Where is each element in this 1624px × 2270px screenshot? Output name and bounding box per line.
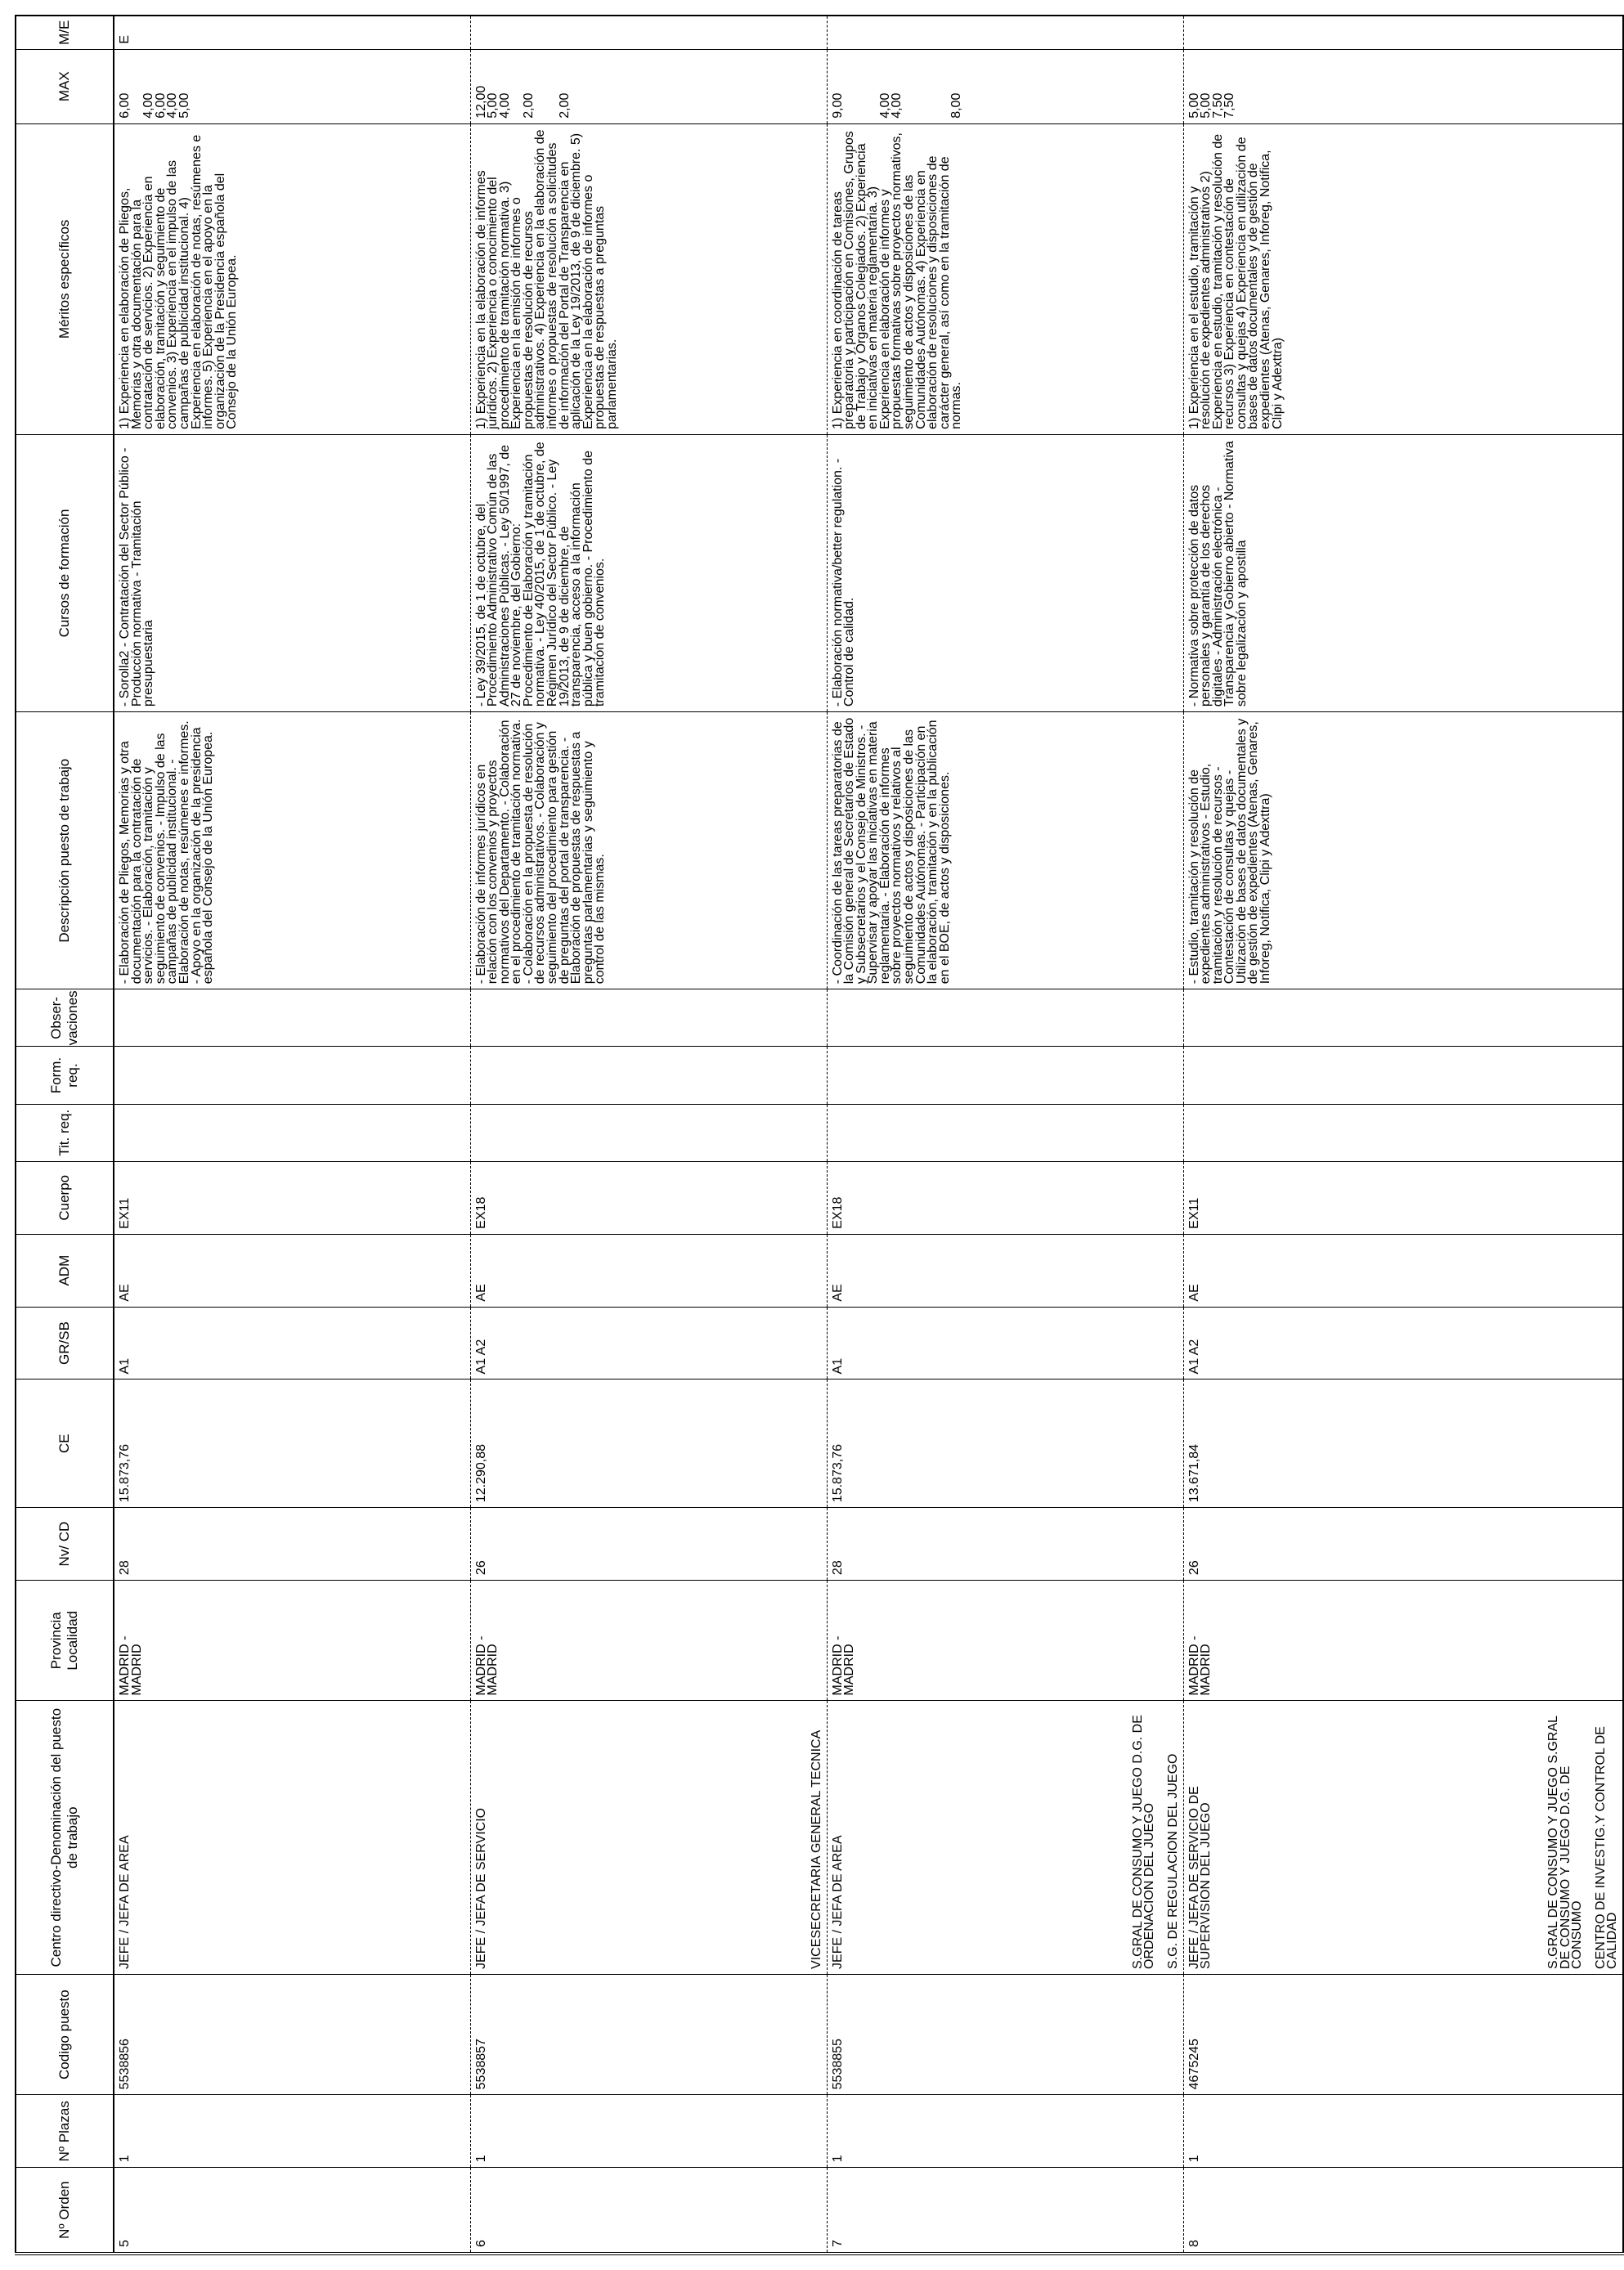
max-value: 6,00 [153,92,168,119]
header-codigo: Codigo puesto [16,1974,114,2094]
max-value [927,55,940,119]
header-meritos: Méritos específicos [16,123,114,434]
max-value: 4,00 [141,92,156,119]
cell-max [114,49,470,123]
cell-tit [114,1104,470,1161]
cell-ce: 15.873,76 [114,1379,470,1508]
cell-descripcion: - Elaboración de Pliegos, Memorias y otra documentación para la contratación de servicios. - Elaboración, tramitación y seguimiento de convenios. - Impulso de las campañas de publicidad institucional. - Elaboración de notas, resúmenes e informes. - Apoyo en la organización de la presidencia española del Consejo de la Unión Europea. [114,712,470,989]
cell-form [827,1047,1183,1104]
header-orden: Nº Orden [16,2168,114,2254]
header-cursos: Cursos de formación [16,434,114,711]
max-value [904,55,916,119]
max-value [535,55,547,119]
cell-descripcion: - Estudio, tramitación y resolución de expedientes administrativos - Estudio, tramitación y resolución de recursos - Contestación de consultas y quejas - Utilización de bases de datos documentales y de gestión de expedientes (Atenas, Genares, Inforeg, Notifica, Clipi y Adexttra) [1183,712,1623,989]
cell-nivel: 26 [470,1508,827,1581]
max-value: 9,00 [830,92,845,119]
max-value: 5,00 [1199,92,1214,119]
cell-orden: 7 [827,2168,1183,2254]
header-form: Form. req. [16,1047,114,1104]
cell-tit [827,1104,1183,1161]
table-row [1183,16,1623,2254]
cell-codigo: 5538855 [827,1974,1183,2094]
header-me: M/E [16,16,114,49]
cell-orden: 5 [114,2168,470,2254]
cell-nivel: 28 [827,1508,1183,1581]
cell-puesto: JEFE / JEFA DE AREA [118,1835,132,1969]
cell-form [114,1047,470,1104]
max-value: 5,00 [486,92,500,119]
header-obs: Obser- vaciones [16,989,114,1047]
header-cuerpo: Cuerpo [16,1161,114,1234]
max-value: 4,00 [877,92,892,119]
cell-me [1183,16,1623,49]
cell-adm: AE [470,1234,827,1307]
cell-puesto: JEFE / JEFA DE AREA [830,1835,845,1969]
cell-centro [470,1701,827,1975]
cell-cuerpo: EX11 [1183,1161,1623,1234]
max-value: 2,00 [521,92,536,119]
centro-org: S.GRAL DE CONSUMO Y JUEGO S.GRAL DE CONSUMO Y JUEGO D.G. DE CONSUMO [1546,1716,1585,1969]
cell-provincia: MADRID - MADRID [1183,1581,1623,1701]
cell-cursos: - Ley 39/2015, de 1 de octubre, del Procedimiento Administrativo Común de las Administraciones Públicas. - Ley 50/1997, de 27 de noviembre, del Gobierno: Procedimiento de Elaboración y tramitación normativa. - Ley 40/2015, de 1 de octubre, de Régimen Jurídico del Sector Público. - Ley 19/2013, de 9 de diciembre, de transparencia, acceso a la información pública y buen gobierno. - Procedimiento de tramitación de convenios. [470,434,827,711]
table-row [114,16,470,2254]
cell-max [827,49,1183,123]
cell-max [470,49,827,123]
header-descripcion: Descripción puesto de trabajo [16,712,114,989]
cell-max [1183,49,1623,123]
cell-grsb: A1 A2 [470,1307,827,1379]
table-row [470,16,827,2254]
cell-obs [114,989,470,1047]
header-provincia: Provincia Localidad [16,1581,114,1701]
max-value: 12,00 [473,85,488,119]
cell-puesto: JEFE / JEFA DE SERVICIO [473,1807,488,1969]
cell-adm: AE [1183,1234,1623,1307]
centro-org: S.G. DE REGULACION DEL JUEGO [1165,1753,1180,1969]
cell-centro [114,1701,470,1975]
cell-tit [470,1104,827,1161]
max-value: 7,50 [1210,92,1225,119]
cell-meritos: 1) Experiencia en coordinación de tareas preparatoria y participación en Comisiones, Grupos de Trabajo y Órganos Colegiados. 2) Experiencia en iniciativas en materia reglamentaria. 3) Experiencia en elaboración de informes y propuestas formativas sobre proyectos normativos, seguimiento de actos y disposiciones de las Comunidades Autónomas. 4) Experiencia en elaboración de resoluciones y disposiciones de carácter general, así como en la tramitación de normas. [827,123,1183,434]
cell-obs [470,989,827,1047]
cell-cuerpo: EX11 [114,1161,470,1234]
cell-codigo: 5538856 [114,1974,470,2094]
max-value [856,55,868,119]
max-value: 8,00 [949,92,964,119]
cell-meritos: 1) Experiencia en elaboración de Pliegos, Memorias y otra documentación para la contratación de servicios. 2) Experiencia en elaboración, tramitación y seguimiento de convenios. 3) Experiencia en el impulso de las campañas de publicidad institucional. 4) Experiencia en elaboración de notas, resúmenes e informes. 5) Experiencia en el apoyo en la organización de la Presidencia española del Consejo de la Unión Europea. [114,123,470,434]
max-value: 6,00 [118,92,132,119]
positions-table [15,15,1624,2255]
cell-me [827,16,1183,49]
max-value: 4,00 [890,92,904,119]
cell-cursos: - Elaboración normativa/better regulation. - Control de calidad. [827,434,1183,711]
cell-form [1183,1047,1623,1104]
cell-puesto: JEFE / JEFA DE SERVICIO DE SUPERVISION DEL JUEGO [1187,1786,1214,1969]
cell-adm: AE [827,1234,1183,1307]
cell-ce: 12.290,88 [470,1379,827,1508]
cell-orden: 8 [1183,2168,1623,2254]
cell-form [470,1047,827,1104]
max-value: 7,50 [1222,92,1237,119]
cell-centro [827,1701,1183,1975]
cell-plazas: 1 [1183,2095,1623,2168]
cell-obs [1183,989,1623,1047]
cell-provincia: MADRID - MADRID [470,1581,827,1701]
cell-descripcion: - Coordinación de las tareas preparatorias de la Comisión general de Secretarios de Estado y Subsecretarios y el Consejo de Ministros. - Supervisar y apoyar las iniciativas en materia reglamentaria. - Elaboración de informes sobre proyectos normativos y relativos al seguimiento de actos y disposiciones de las Comunidades Autónomas. - Participación en la elaboración, tramitación y en la publicación en el BOE, de actos y disposiciones. [827,712,1183,989]
cell-grsb: A1 [827,1307,1183,1379]
cell-plazas: 1 [470,2095,827,2168]
centro-org: CENTRO DE INVESTIG.Y CONTROL DE CALIDAD [1593,1726,1620,1969]
cell-ce: 13.671,84 [1183,1379,1623,1508]
cell-nivel: 28 [114,1508,470,1581]
cell-tit [1183,1104,1623,1161]
cell-centro [1183,1701,1623,1975]
cell-cursos: - Normativa sobre protección de datos personales y garantía de los derechos digitales - Administración electrónica - Transparencia y Gobierno abierto - Normativa sobre legalización y apostilla [1183,434,1623,711]
cell-obs [827,989,1183,1047]
cell-cuerpo: EX18 [827,1161,1183,1234]
cell-cursos: - Sorolla2 - Contratación del Sector Público - Producción normativa - Tramitación presupuestaria [114,434,470,711]
max-value: 4,00 [497,92,512,119]
cell-provincia: MADRID - MADRID [827,1581,1183,1701]
centro-org: S.GRAL DE CONSUMO Y JUEGO D.G. DE ORDENACION DEL JUEGO [1130,1715,1157,1969]
max-value: 5,00 [177,92,191,119]
header-nivel: Nv/ CD [16,1508,114,1581]
cell-grsb: A1 A2 [1183,1307,1623,1379]
max-value: 2,00 [557,92,572,119]
cell-codigo: 5538857 [470,1974,827,2094]
centro-org: VICESECRETARIA GENERAL TECNICA [809,1729,823,1969]
cell-ce: 15.873,76 [827,1379,1183,1508]
cell-codigo: 4675245 [1183,1974,1623,2094]
table-row [827,16,1183,2254]
header-grsb: GR/SB [16,1307,114,1379]
header-max: MAX [16,49,114,123]
max-value [916,55,928,119]
cell-nivel: 26 [1183,1508,1623,1581]
header-tit: Tit. req. [16,1104,114,1161]
cell-meritos: 1) Experiencia en el estudio, tramitación y resolución de expedientes administrativos 2) Experiencia en estudio, tramitación y resolución de recursos 3) Experiencia en contestación de consultas y quejas 4) Experiencia en utilización de bases de datos documentales y de gestión de expedientes (Atenas, Genares, Inforeg, Notifica, Clipi y Adexttra) [1183,123,1623,434]
header-ce: CE [16,1379,114,1508]
cell-descripcion: - Elaboración de informes jurídicos en relación con los convenios y proyectos normativos del Departamento. - Colaboración en el procedimiento de tramitación normativa. - Colaboración en la propuesta de resolución de recursos administrativos. - Colaboración y seguimiento del procedimiento para gestión de preguntas del portal de transparencia. - Elaboración de propuestas de respuestas a preguntas parlamentarias y seguimiento y control de las mismas. [470,712,827,989]
header-row [16,16,114,2254]
max-value: 4,00 [165,92,180,119]
max-value: 5,00 [1187,92,1201,119]
cell-me [470,16,827,49]
header-plazas: Nº Plazas [16,2095,114,2168]
cell-plazas: 1 [827,2095,1183,2168]
cell-meritos: 1) Experiencia en la elaboración de informes jurídicos. 2) Experiencia o conocimiento del procedimiento de tramitación normativa. 3) Experiencia en la emisión de informes o propuestas de resolución de recursos administrativos. 4) Experiencia en la elaboración de informes o propuestas de resolución a solicitudes de información del Portal de Transparencia en aplicación de la Ley 19/2013, de 9 de diciembre. 5) Experiencia en la elaboración de informes o propuestas de respuestas a preguntas parlamentarias. [470,123,827,434]
cell-grsb: A1 [114,1307,470,1379]
cell-plazas: 1 [114,2095,470,2168]
cell-provincia: MADRID - MADRID [114,1581,470,1701]
header-adm: ADM [16,1234,114,1307]
cell-orden: 6 [470,2168,827,2254]
cell-cuerpo: EX18 [470,1161,827,1234]
cell-me: E [114,16,470,49]
max-value [844,55,856,119]
header-centro: Centro directivo-Denominación del puesto de trabajo [16,1701,114,1975]
cell-adm: AE [114,1234,470,1307]
